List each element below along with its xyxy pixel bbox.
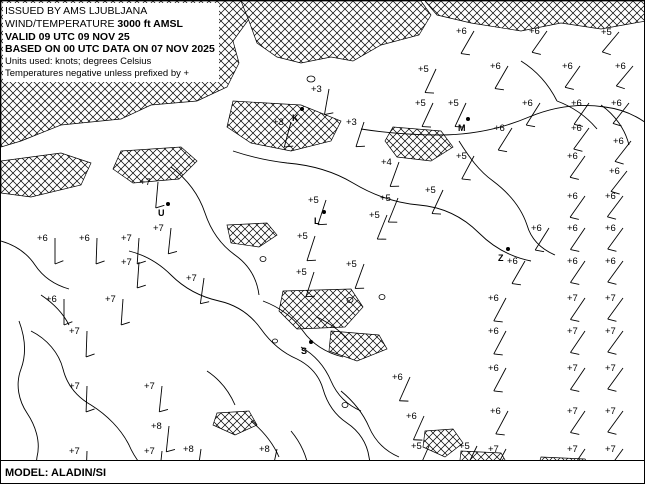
wind-barb-feather xyxy=(608,282,617,284)
temperature-label: +5 xyxy=(369,210,380,221)
wind-barb-feather xyxy=(535,250,544,252)
temperature-label: +6 xyxy=(567,223,578,234)
wind-barb-shaft xyxy=(168,228,171,254)
wind-barb-feather xyxy=(608,319,617,321)
temperature-label: +6 xyxy=(605,223,616,234)
temperature-label: +7 xyxy=(186,273,197,284)
temperature-label: +6 xyxy=(490,61,501,72)
temperature-label: +7 xyxy=(69,326,80,337)
wind-barb-feather xyxy=(495,89,504,90)
wind-barb-feather xyxy=(615,161,624,164)
wind-barb-feather xyxy=(494,321,503,322)
wind-barb-feather xyxy=(137,285,146,288)
temperature-label: +6 xyxy=(605,191,616,202)
temperature-label: +3 xyxy=(311,84,322,95)
temperature-label: +5 xyxy=(380,193,391,204)
wind-barb-feather xyxy=(608,389,617,391)
temperature-label: +7 xyxy=(567,363,578,374)
wind-barb-shaft xyxy=(159,386,162,412)
wind-barb-feather xyxy=(86,409,94,412)
temperature-label: +5 xyxy=(296,267,307,278)
wind-barb-feather xyxy=(616,86,625,89)
temperature-label: +6 xyxy=(571,123,582,134)
temperature-label: +6 xyxy=(522,98,533,109)
chart-header xyxy=(3,3,219,82)
temperature-label: +6 xyxy=(46,294,57,305)
temperature-label: +6 xyxy=(609,166,620,177)
temperature-label: +6 xyxy=(494,123,505,134)
wind-barb-feather xyxy=(512,284,521,285)
wind-barb-feather xyxy=(306,296,315,297)
header-level: WIND/TEMPERATURE 3000 ft AMSL xyxy=(5,17,183,30)
model-label: MODEL: ALADIN/SI xyxy=(5,467,107,479)
temperature-label: +7 xyxy=(567,444,578,455)
temperature-label: +7 xyxy=(567,293,578,304)
wind-barb-feather xyxy=(526,125,535,127)
wind-barb-feather xyxy=(425,93,434,94)
temperature-label: +8 xyxy=(151,421,162,432)
wind-barb-feather xyxy=(64,322,72,325)
wind-barb-feather xyxy=(570,390,579,392)
temperature-label: +6 xyxy=(567,256,578,267)
temperature-label: +6 xyxy=(529,26,540,37)
city-label: S xyxy=(301,346,308,356)
wind-barb-feather xyxy=(462,179,471,180)
chart-footer xyxy=(1,460,644,483)
wind-barb-shaft xyxy=(356,122,364,147)
wind-barb-feather xyxy=(494,391,503,392)
wind-barb-feather xyxy=(570,320,579,322)
city-marker-dot xyxy=(309,340,313,344)
temperature-label: +5 xyxy=(459,441,470,452)
wind-barb-feather xyxy=(570,433,579,435)
wind-barb-shaft xyxy=(96,238,97,264)
temperature-label: +6 xyxy=(567,151,578,162)
temperature-label: +6 xyxy=(456,26,467,37)
temperature-label: +6 xyxy=(79,233,90,244)
temperature-label: +7 xyxy=(121,233,132,244)
temperature-label: +7 xyxy=(567,406,578,417)
temperature-label: +6 xyxy=(562,61,573,72)
temperature-label: +7 xyxy=(567,326,578,337)
temperature-label: +3 xyxy=(273,117,284,128)
city-label: K xyxy=(292,113,299,123)
temperature-label: +5 xyxy=(425,185,436,196)
temperature-label: +5 xyxy=(601,27,612,38)
temperature-label: +5 xyxy=(411,441,422,452)
temperature-label: +3 xyxy=(346,117,357,128)
temperature-label: +7 xyxy=(605,293,616,304)
temperature-label: +7 xyxy=(105,294,116,305)
wind-barb-feather xyxy=(200,302,209,304)
header-valid: VALID 09 UTC 09 NOV 25 xyxy=(5,30,130,43)
temperature-label: +7 xyxy=(121,257,132,268)
city-marker-dot xyxy=(166,202,170,206)
wind-barb-feather xyxy=(565,87,574,89)
wind-barb-shaft xyxy=(166,426,169,452)
wind-barb-feather xyxy=(422,127,431,128)
temperature-label: +5 xyxy=(346,259,357,270)
wind-barb-shaft xyxy=(156,182,158,208)
header-level-value: 3000 ft AMSL xyxy=(117,17,183,30)
wind-barb-feather xyxy=(602,52,611,55)
temperature-label: +7 xyxy=(605,444,616,455)
city-label: L xyxy=(314,216,320,226)
wind-barb-feather xyxy=(55,261,63,264)
temperature-label: +7 xyxy=(69,446,80,457)
wind-barb-feather xyxy=(607,217,616,219)
header-issued-by: ISSUED BY AMS LJUBLJANA xyxy=(5,5,148,17)
wind-barb-feather xyxy=(461,54,470,55)
wind-barb-feather xyxy=(432,214,441,215)
temperature-label: +6 xyxy=(567,191,578,202)
temperature-label: +6 xyxy=(488,363,499,374)
wind-barb-feather xyxy=(166,449,175,451)
temperature-label: +7 xyxy=(140,177,151,188)
temperature-label: +5 xyxy=(418,64,429,75)
temperature-label: +8 xyxy=(259,444,270,455)
wind-barb-feather xyxy=(356,146,365,147)
wind-barb-shaft xyxy=(137,238,139,264)
temperature-label: +6 xyxy=(406,411,417,422)
temperature-label: +6 xyxy=(571,98,582,109)
city-label: M xyxy=(458,123,466,133)
wind-barb-shaft xyxy=(200,278,204,304)
city-marker-dot xyxy=(322,210,326,214)
temperature-label: +4 xyxy=(381,157,392,168)
wind-barb-feather xyxy=(570,283,579,285)
wind-barb-feather xyxy=(168,251,177,253)
wind-barb-feather xyxy=(570,217,579,219)
wind-barb-feather xyxy=(498,150,507,152)
wind-barb-feather xyxy=(494,354,503,355)
temperature-label: +6 xyxy=(531,223,542,234)
wind-barb-feather xyxy=(324,113,333,115)
wind-barb-shaft xyxy=(86,331,87,357)
temperature-label: +6 xyxy=(490,406,501,417)
temperature-label: +5 xyxy=(415,98,426,109)
temperature-label: +6 xyxy=(488,293,499,304)
wind-barb-feather xyxy=(570,353,579,355)
city-label: U xyxy=(158,208,165,218)
wind-barb-feather xyxy=(159,409,168,411)
temperature-label: +6 xyxy=(611,98,622,109)
temperature-label: +6 xyxy=(605,256,616,267)
wind-barb-feather xyxy=(532,52,541,54)
temperature-label: +8 xyxy=(183,444,194,455)
temperature-label: +5 xyxy=(448,98,459,109)
temperature-label: +7 xyxy=(605,406,616,417)
header-temp-note: Temperatures negative unless prefixed by + xyxy=(5,67,190,79)
temperature-label: +6 xyxy=(488,326,499,337)
temperature-label: +7 xyxy=(153,223,164,234)
wind-barb-feather xyxy=(570,177,579,179)
temperature-label: +6 xyxy=(37,233,48,244)
temperature-label: +7 xyxy=(605,363,616,374)
wind-barb-feather xyxy=(496,434,505,435)
wind-barb-shaft xyxy=(137,262,139,288)
header-based-on: BASED ON 00 UTC DATA ON 07 NOV 2025 xyxy=(5,43,215,56)
wind-barb-feather xyxy=(86,354,94,357)
city-label: Z xyxy=(498,253,504,263)
city-marker-dot xyxy=(300,107,304,111)
city-marker-dot xyxy=(466,117,470,121)
temperature-label: +5 xyxy=(297,231,308,242)
wind-barb-feather xyxy=(608,352,617,354)
temperature-label: +5 xyxy=(456,151,467,162)
temperature-label: +7 xyxy=(144,381,155,392)
wind-barb-feather xyxy=(121,322,130,325)
temperature-label: +6 xyxy=(615,61,626,72)
temperature-label: +6 xyxy=(392,372,403,383)
wind-barb-shaft xyxy=(307,236,315,261)
city-marker-dot xyxy=(506,247,510,251)
wind-barb-shaft xyxy=(121,299,123,325)
wind-barb-feather xyxy=(608,432,617,434)
temperature-label: +7 xyxy=(144,446,155,457)
temperature-label: +5 xyxy=(308,195,319,206)
wind-barb-feather xyxy=(96,261,104,264)
temperature-label: +7 xyxy=(605,326,616,337)
header-units: Units used: knots; degrees Celsius xyxy=(5,56,152,68)
wind-barb-shaft xyxy=(324,89,329,115)
temperature-label: +6 xyxy=(613,136,624,147)
temperature-label: +7 xyxy=(488,444,499,455)
wind-barb-shaft xyxy=(86,386,87,412)
temperature-label: +7 xyxy=(69,381,80,392)
wind-barb-feather xyxy=(570,250,579,252)
wind-barb-feather xyxy=(608,249,617,251)
wind-barb-feather xyxy=(307,260,316,261)
temperature-label: +6 xyxy=(507,256,518,267)
